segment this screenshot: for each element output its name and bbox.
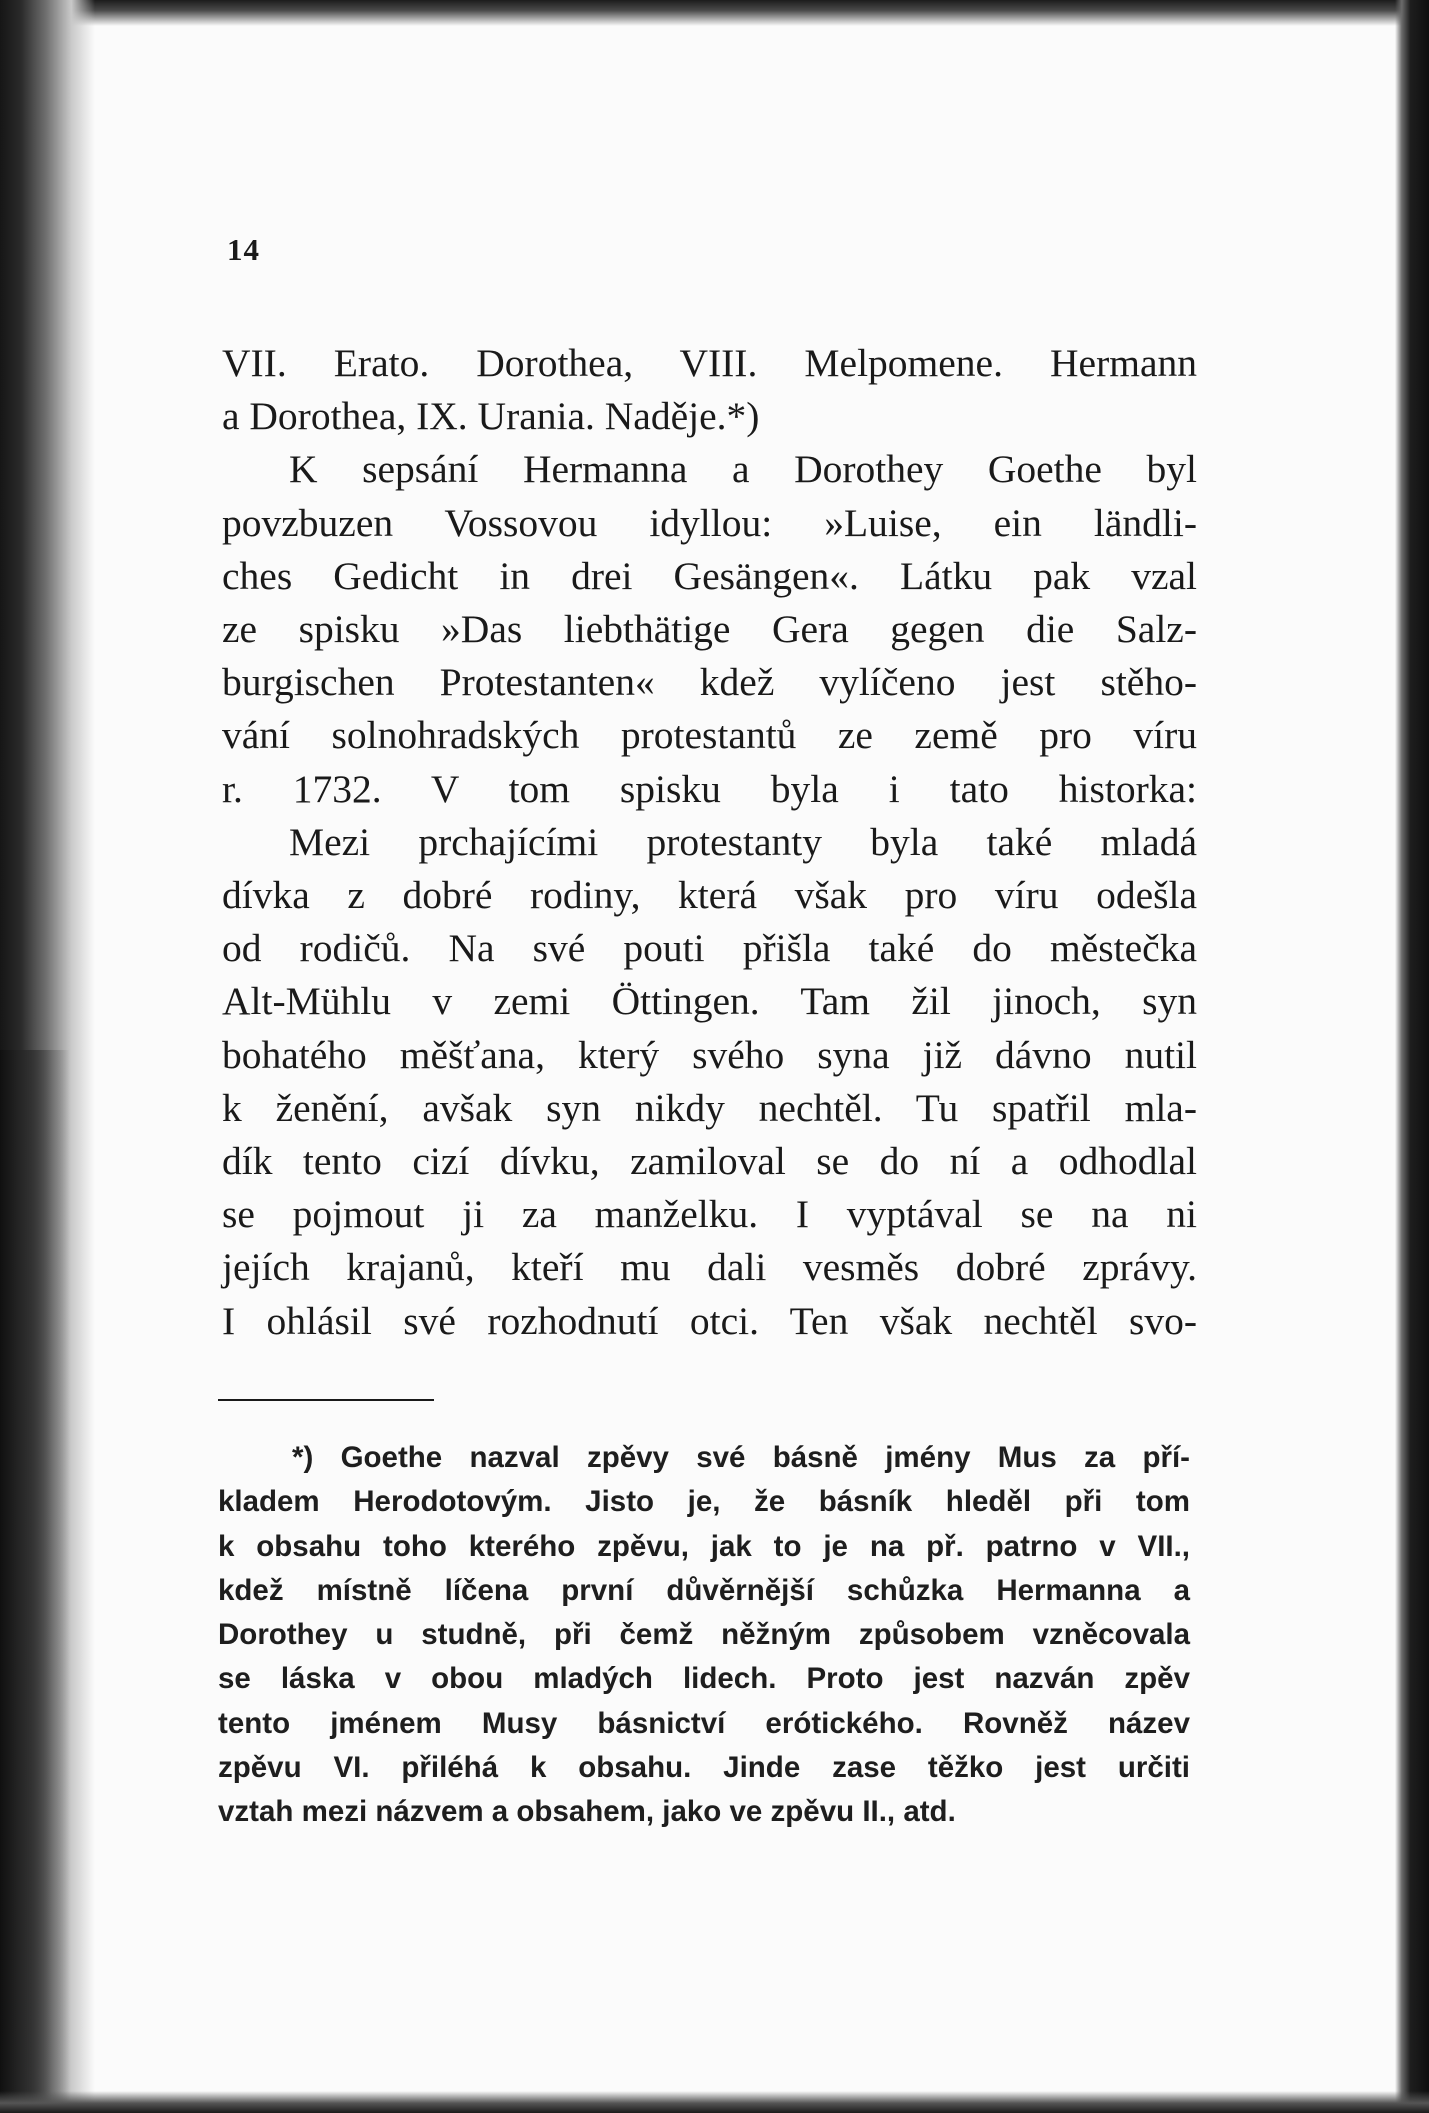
scan-edge-left-shadow [0,1050,70,2113]
footnote-line: zpěvu VI. přiléhá k obsahu. Jinde zase těžko jest určiti [218,1751,1190,1785]
text-line: bohatého měšťana, který svého syna již dávno nutil [222,1032,1197,1077]
main-text [222,337,1197,1348]
footnote-separator [218,1399,434,1401]
text-line: K sepsání Hermanna a Dorothey Goethe byl [289,447,1197,492]
text-line: burgischen Protestanten« kdež vylíčeno jest stěho- [222,660,1197,705]
text-line: dívka z dobré rodiny, která však pro víru odešla [222,873,1197,918]
text-line: ze spisku »Das liebthätige Gera gegen die Salz- [222,607,1197,652]
text-line: ches Gedicht in drei Gesängen«. Látku pak vzal [222,553,1197,598]
text-line: Mezi prchajícími protestanty byla také mladá [289,819,1197,864]
text-line: se pojmout ji za manželku. I vyptával se na ni [222,1192,1197,1237]
text-line: povzbuzen Vossovou idyllou: »Luise, ein ländli- [222,500,1197,545]
text-line: VII. Erato. Dorothea, VIII. Melpomene. Hermann [222,341,1197,385]
text-line: k ženění, avšak syn nikdy nechtěl. Tu spatřil mla- [222,1085,1197,1130]
footnote-line: tento jménem Musy básnictví erótického. Rovněž název [218,1706,1190,1740]
scan-edge-bottom [0,2091,1429,2113]
footnote [218,1436,1190,1835]
footnote-line: k obsahu toho kterého zpěvu, jak to je na př. patrno v VII., [218,1529,1190,1563]
text-line: vání solnohradských protestantů ze země pro víru [222,713,1197,758]
page-number: 14 [227,232,260,267]
text-line: I ohlásil své rozhodnutí otci. Ten však nechtěl svo- [222,1298,1197,1343]
footnote-line: kladem Herodotovým. Jisto je, že básník hleděl při tom [218,1485,1190,1519]
footnote-line: kdež místně líčena první důvěrnější schůzka Hermanna a [218,1573,1190,1607]
footnote-line: *) Goethe nazval zpěvy své básně jmény Mus za pří- [292,1441,1190,1474]
footnote-line: Dorothey u studně, při čemž něžným způsobem vzněcovala [218,1618,1190,1652]
text-line: r. 1732. V tom spisku byla i tato historka: [222,766,1197,811]
text-line: od rodičů. Na své pouti přišla také do městečka [222,926,1197,971]
text-line: a Dorothea, IX. Urania. Naděje.*) [222,394,760,439]
text-line: dík tento cizí dívku, zamiloval se do ní a odhodlal [222,1139,1197,1184]
footnote-line: se láska v obou mladých lidech. Proto jest nazván zpěv [218,1662,1190,1696]
scan-edge-right [1395,0,1429,2113]
scan-edge-top [0,0,1429,26]
text-line: Alt-Mühlu v zemi Öttingen. Tam žil jinoch, syn [222,979,1197,1024]
footnote-line: vztah mezi názvem a obsahem, jako ve zpěvu II., atd. [218,1795,956,1829]
text-line: jejích krajanů, kteří mu dali vesměs dobré zprávy. [222,1245,1197,1290]
